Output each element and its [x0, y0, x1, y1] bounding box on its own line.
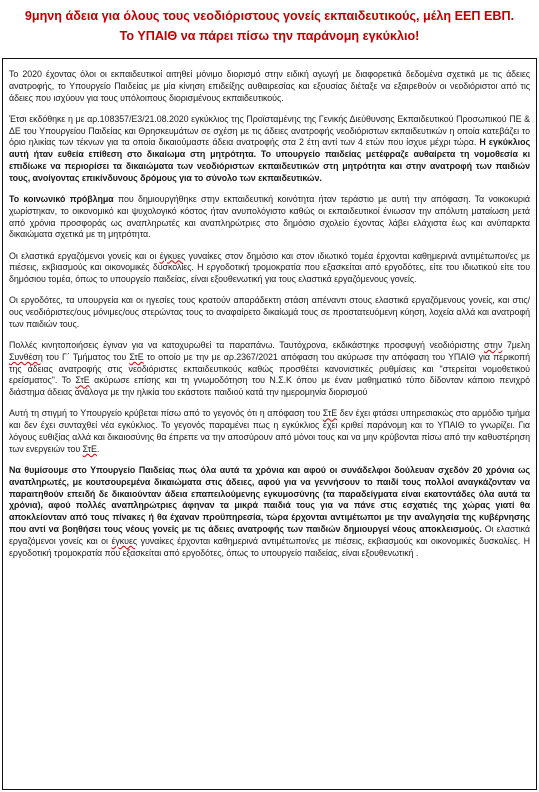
paragraph-4-text-b: γυναίκες στον δημόσιο και στον ιδιωτικό τομέα έρχονται καθημερινά αντιμέτωποι/ες με πιέσεις, εκβιασμούς και οικονομικές δυσκολίες. Η εργοδοτική τρομοκρατία που εξασκείται από εργοδότες, είτε του ιδιωτικού είτε του δημόσιου τομέα, όπως το υπουργείο παιδείας, είναι εξουθενωτική για τους ελαστικά εργαζόμενους γονείς.: [9, 250, 530, 285]
paragraph-6-text-d: το οποίο με την με αρ.2367/2021 απόφαση του ακύρωσε την απόφαση του ΥΠΑΙΘ για περικοπή της άδειας ανατροφής στις νεοδιόριστες εκπαιδευτικούς καθώς προσθέτει κανονιστικές ρυθμίσεις και "στερείται νομοθετικού ερείσματος". Το: [9, 351, 530, 386]
spellcheck-word: ΣτΕ: [322, 408, 338, 419]
paragraph-6-text-a: Πολλές κινητοποιήσεις έγιναν για να κατοχυρωθεί τα παραπάνω. Ταυτόχρονα, εκδικάστηκε προσφυγή νεοδιόριστης: [9, 340, 485, 351]
paragraph-1: [9, 69, 530, 104]
paragraph-1-text: Το 2020 έχοντας όλοι οι εκπαιδευτικοί αιτηθεί μόνιμο διορισμό στην ειδική αγωγή με διαφορετικά δεδομένα σχετικά με τις άδειες ανατροφής, το Υπουργείο Παιδείας με μία κίνηση επιδείξης αυθαιρεσίας και εξουσίας διέταξε να εξαιρεθούν οι νεοδιόριστοι από τις άδειες που ισχύουν για τους υπόλοιπους διορισμένους εκπαιδευτικούς.: [9, 69, 530, 103]
paragraph-6-text-e: ακύρωσε επίσης και τη γνωμοδότηση του Ν.Σ.Κ όπου με έναν μαθηματικό τύπο δίδονταν κάποιο πενιχρό διάστημα άδειας ανάλογα με την ηλικία του εκάστοτε παιδιού κατά την ημερομηνία διορισμού: [9, 375, 531, 398]
spellcheck-word: ΣτΕ: [82, 443, 97, 454]
paragraph-7-text-c: .: [96, 443, 100, 454]
paragraph-8: [9, 465, 530, 559]
spellcheck-word: στην: [484, 340, 503, 351]
paragraph-3-text: που δημιουργήθηκε στην εκπαιδευτική κοινότητα ήταν τεράστιο με αυτή την απόφαση. Τα νοικοκυριά χωρίστηκαν, το οικονομικό και ψυχολογικό κόστος ήταν ανυπολόγιστο καθώς οι εκπαιδευτικοί ένιωσαν την απόλυτη ματαίωση μετά από χρόνια προσφοράς ως αναπληρωτές και αναπληρώτριες στο δημόσιο σχολείο έχοντας λάβει ελάχιστα έως και ανύπαρκτα δικαιώματα σχετικά με τη μητρότητα.: [9, 193, 530, 240]
paragraph-8-bold: Να θυμίσουμε στο Υπουργείο Παιδείας πως όλα αυτά τα χρόνια και αφού οι συνάδελφοι δούλευαν σχεδόν 20 χρόνια ως αναπληρωτές, με κουτσουρεμένα δικαιώματα στις άδειες, αφού για να γεννήσουν το παιδί τους πολλοί αναγκάζονταν να παραιτηθούν επειδή δε δικαιούνταν άδεια επαπειλούμενης εγκυμοσύνης (τα παραδείγματα είναι εκατοντάδες όλα αυτά τα χρόνια), αφού πολλές αναπληρώτριες άφηναν τα μικρά παιδιά τους για να πάνε στις εσχατιές της χώρας γιατί θα αποκλείονταν από τους πίνακες ή θα έχαναν προϋπηρεσία, τώρα έρχονται αντιμέτωποι με την αναλγησία της κυβέρνησης που αντί να βοηθήσει τους νέους γονείς με τις άδειες ανατροφής των παιδιών δημιουργεί νέους αποκλεισμούς.: [9, 465, 530, 535]
title-line-1: 9μηνη άδεια για όλους τους νεοδιόριστους γονείς εκπαιδευτικούς, μέλη ΕΕΠ ΕΒΠ.: [24, 9, 515, 23]
spellcheck-word: ΣτΕ: [75, 375, 90, 386]
paragraph-4: [9, 251, 530, 286]
paragraph-7-text-a: Αυτή τη στιγμή το Υπουργείο κρύβεται πίσω από το γεγονός ότι η απόφαση του: [9, 408, 323, 419]
spellcheck-word: έγκυες: [111, 535, 138, 546]
paragraph-2-text: Έτσι εκδόθηκε η με αρ.108357/Ε3/21.08.2020 εγκύκλιος της Προϊσταμένης της Γενικής Διεύθυνσης Εκπαιδευτικού Προσωπικού ΠΕ & ΔΕ του Υπουργείου Παιδείας και Θρησκευμάτων σε σχέση με τις άδειες ανατροφής νεοδιόριστων εκπαιδευτικών η οποία κατεβάζει το όριο ηλικίας των τέκνων για τα οποία δικαιούμαστε άδεια ανατροφής στα 2 έτη αντί των 4 ετών που ίσχυε μέχρι τώρα.: [9, 113, 530, 148]
paragraph-2: [9, 114, 530, 185]
paragraph-4-text-a: Οι ελαστικά εργαζόμενοι γονείς και οι: [9, 250, 160, 261]
paragraph-6-text-b: 7μελη: [502, 340, 530, 351]
paragraph-8-text-b: γυναίκες έρχονται καθημερινά αντιμέτωποι/ες με πιέσεις, εκβιασμούς και οικονομικές δυσκολίες. Η εργοδοτική τρομοκρατία που εξασκείται από εργοδότες, όπως το υπουργείο παιδείας, είναι εξουθενωτική .: [9, 535, 530, 558]
paragraph-8-text-a: Οι ελαστικά εργαζόμενοι γονείς και οι: [9, 524, 531, 546]
paragraph-3-bold: Το κοινωνικό πρόβλημα: [9, 193, 114, 204]
article-box: [2, 58, 537, 790]
title-line-2: Το ΥΠΑΙΘ να πάρει πίσω την παράνομη εγκύκλιο!: [119, 29, 420, 43]
paragraph-5-text: Οι εργοδότες, τα υπουργεία και οι ηγεσίες τους κρατούν απαράδεκτη στάση απέναντι στους ελαστικά εργαζόμενους γονείς, και στις/ους νεοδιόριστες/ους μόνιμες/ους στερώντας τους το αναφαίρετο δικαίωμά τους σε προστατευόμενη κύηση, λοχεία αλλά και ανατροφή των παιδιών τους.: [9, 295, 530, 329]
paragraph-2-bold: Η εγκύκλιος αυτή ήταν ευθεία επίθεση στο δικαίωμα στη μητρότητα. Το υπουργείο παιδείας μετέφραζε αυθαίρετα τη νομοθεσία κι επιδίωκε να περιορίσει τα δικαιώματα των νεοδιόριστων εκπαιδευτικών στη μητρότητα και στην ανατροφή των παιδιών τους, ανοίγοντας επικίνδυνους δρόμους για το σύνολο των εκπαιδευτικών.: [9, 137, 531, 183]
spellcheck-word: έγκυες: [159, 250, 186, 261]
spellcheck-word: ΣτΕ: [129, 351, 144, 362]
paragraph-3: [9, 194, 530, 241]
paragraph-7: [9, 408, 530, 455]
paragraph-6-text-c: του Γ΄ Τμήματος του: [42, 351, 130, 362]
paragraph-7-text-b: δεν έχει φτάσει υπηρεσιακώς στο αρμόδιο τμήμα και δεν έχει συνταχθεί νέα εγκύκλιος. Το γεγονός παραμένει πως η εγκύκλιος έχει κριθεί παράνομη και το ΥΠΑΙΘ το γνωρίζει. Για λόγους ευθιξίας αλλά και δικαιοσύνης θα έπρεπε να την αποσύρουν από μόνοι τους και να μην κρύβονται πίσω από την καθυστέρηση των ενεργειών του: [9, 408, 530, 454]
paragraph-6: [9, 340, 530, 399]
paragraph-5: [9, 295, 530, 330]
spellcheck-word: Συνθέση: [9, 351, 43, 362]
page-title: [0, 0, 539, 46]
